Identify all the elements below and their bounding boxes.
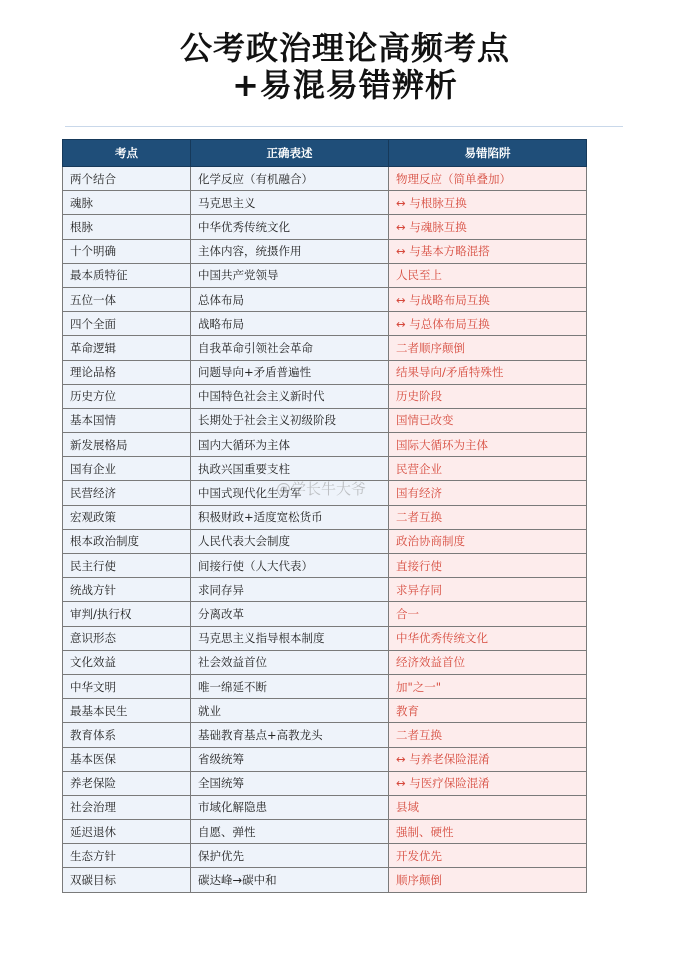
page-title-line2: +易混易错辨析 xyxy=(232,66,458,104)
table-row xyxy=(63,529,587,553)
cell-common-trap: ↔ 与战略布局互换 xyxy=(389,287,587,311)
cell-correct-statement: 就业 xyxy=(191,699,389,723)
cell-exam-point: 延迟退休 xyxy=(63,820,191,844)
cell-correct-statement: 碳达峰→碳中和 xyxy=(191,868,389,892)
table-row xyxy=(63,650,587,674)
cell-exam-point: 理论品格 xyxy=(63,360,191,384)
cell-common-trap: 直接行使 xyxy=(389,554,587,578)
watermark: @学长牛大爷 xyxy=(276,480,367,498)
cell-exam-point: 民营经济 xyxy=(63,481,191,505)
cell-common-trap: 民营企业 xyxy=(389,457,587,481)
cell-common-trap: 经济效益首位 xyxy=(389,650,587,674)
table-row xyxy=(63,505,587,529)
table-row xyxy=(63,554,587,578)
cell-common-trap: 政治协商制度 xyxy=(389,529,587,553)
cell-correct-statement: 全国统筹 xyxy=(191,771,389,795)
cell-correct-statement: 国内大循环为主体 xyxy=(191,433,389,457)
cell-exam-point: 社会治理 xyxy=(63,795,191,819)
cell-correct-statement: 马克思主义 xyxy=(191,191,389,215)
cell-correct-statement: 市域化解隐患 xyxy=(191,795,389,819)
cell-correct-statement: 省级统筹 xyxy=(191,747,389,771)
column-header-trap: 易错陷阱 xyxy=(389,140,587,167)
cell-correct-statement: 自愿、弹性 xyxy=(191,820,389,844)
cell-common-trap: 国情已改变 xyxy=(389,408,587,432)
cell-correct-statement: 中国式现代化生力军 xyxy=(191,481,389,505)
cell-correct-statement: 基础教育基点+高教龙头 xyxy=(191,723,389,747)
cell-exam-point: 文化效益 xyxy=(63,650,191,674)
cell-exam-point: 基本国情 xyxy=(63,408,191,432)
cell-common-trap: ↔ 与养老保险混淆 xyxy=(389,747,587,771)
cell-common-trap: ↔ 与总体布局互换 xyxy=(389,312,587,336)
cell-common-trap: 国际大循环为主体 xyxy=(389,433,587,457)
cell-correct-statement: 自我革命引领社会革命 xyxy=(191,336,389,360)
cell-common-trap: 结果导向/矛盾特殊性 xyxy=(389,360,587,384)
cell-correct-statement: 人民代表大会制度 xyxy=(191,529,389,553)
cell-exam-point: 五位一体 xyxy=(63,287,191,311)
cell-correct-statement: 主体内容，统摄作用 xyxy=(191,239,389,263)
table-row xyxy=(63,312,587,336)
cell-correct-statement: 中国特色社会主义新时代 xyxy=(191,384,389,408)
cell-correct-statement: 社会效益首位 xyxy=(191,650,389,674)
cell-exam-point: 生态方针 xyxy=(63,844,191,868)
cell-common-trap: 顺序颠倒 xyxy=(389,868,587,892)
cell-correct-statement: 执政兴国重要支柱 xyxy=(191,457,389,481)
table-row xyxy=(63,747,587,771)
table-row xyxy=(63,360,587,384)
cell-correct-statement: 积极财政+适度宽松货币 xyxy=(191,505,389,529)
column-header-correct: 正确表述 xyxy=(191,140,389,167)
table-row xyxy=(63,578,587,602)
cell-exam-point: 魂脉 xyxy=(63,191,191,215)
table-row xyxy=(63,481,587,505)
cell-exam-point: 养老保险 xyxy=(63,771,191,795)
cell-common-trap: 加"之一" xyxy=(389,674,587,698)
cell-common-trap: 国有经济 xyxy=(389,481,587,505)
table-row xyxy=(63,215,587,239)
cell-exam-point: 新发展格局 xyxy=(63,433,191,457)
table-row xyxy=(63,287,587,311)
table-row xyxy=(63,723,587,747)
table-row xyxy=(63,457,587,481)
cell-common-trap: 中华优秀传统文化 xyxy=(389,626,587,650)
cell-common-trap: ↔ 与魂脉互换 xyxy=(389,215,587,239)
cell-correct-statement: 战略布局 xyxy=(191,312,389,336)
cell-exam-point: 统战方针 xyxy=(63,578,191,602)
cell-common-trap: ↔ 与医疗保险混淆 xyxy=(389,771,587,795)
cell-exam-point: 教育体系 xyxy=(63,723,191,747)
cell-common-trap: 开发优先 xyxy=(389,844,587,868)
cell-common-trap: 教育 xyxy=(389,699,587,723)
cell-common-trap: 二者互换 xyxy=(389,505,587,529)
cell-common-trap: 求异存同 xyxy=(389,578,587,602)
cell-common-trap: 二者顺序颠倒 xyxy=(389,336,587,360)
cell-correct-statement: 化学反应（有机融合） xyxy=(191,167,389,191)
table-row xyxy=(63,868,587,892)
table-row xyxy=(63,191,587,215)
table-row xyxy=(63,626,587,650)
cell-exam-point: 最本质特征 xyxy=(63,263,191,287)
cell-common-trap: 强制、硬性 xyxy=(389,820,587,844)
cell-correct-statement: 间接行使（人大代表） xyxy=(191,554,389,578)
cell-exam-point: 中华文明 xyxy=(63,674,191,698)
table-header-row xyxy=(63,140,587,167)
cell-common-trap: 人民至上 xyxy=(389,263,587,287)
cell-common-trap: ↔ 与基本方略混搭 xyxy=(389,239,587,263)
cell-correct-statement: 中国共产党领导 xyxy=(191,263,389,287)
table-row xyxy=(63,795,587,819)
cell-common-trap: 县域 xyxy=(389,795,587,819)
cell-exam-point: 国有企业 xyxy=(63,457,191,481)
table-row xyxy=(63,820,587,844)
cell-correct-statement: 长期处于社会主义初级阶段 xyxy=(191,408,389,432)
cell-common-trap: 历史阶段 xyxy=(389,384,587,408)
cell-exam-point: 根脉 xyxy=(63,215,191,239)
cell-exam-point: 根本政治制度 xyxy=(63,529,191,553)
cell-correct-statement: 分离改革 xyxy=(191,602,389,626)
table-row xyxy=(63,384,587,408)
cell-common-trap: ↔ 与根脉互换 xyxy=(389,191,587,215)
table-row xyxy=(63,771,587,795)
page-title-line1: 公考政治理论高频考点 xyxy=(179,29,510,67)
column-header-point: 考点 xyxy=(63,140,191,167)
cell-correct-statement: 问题导向+矛盾普遍性 xyxy=(191,360,389,384)
cell-correct-statement: 保护优先 xyxy=(191,844,389,868)
table-row xyxy=(63,844,587,868)
cell-exam-point: 基本医保 xyxy=(63,747,191,771)
table-row xyxy=(63,433,587,457)
cell-exam-point: 宏观政策 xyxy=(63,505,191,529)
cell-correct-statement: 中华优秀传统文化 xyxy=(191,215,389,239)
table-row xyxy=(63,336,587,360)
cell-correct-statement: 马克思主义指导根本制度 xyxy=(191,626,389,650)
cell-correct-statement: 总体布局 xyxy=(191,287,389,311)
cell-exam-point: 四个全面 xyxy=(63,312,191,336)
cell-exam-point: 十个明确 xyxy=(63,239,191,263)
cell-exam-point: 历史方位 xyxy=(63,384,191,408)
table-row xyxy=(63,674,587,698)
cell-exam-point: 民主行使 xyxy=(63,554,191,578)
cell-common-trap: 物理反应（简单叠加） xyxy=(389,167,587,191)
table-row xyxy=(63,602,587,626)
table-row xyxy=(63,699,587,723)
table-row xyxy=(63,408,587,432)
cell-common-trap: 二者互换 xyxy=(389,723,587,747)
cell-exam-point: 革命逻辑 xyxy=(63,336,191,360)
table-row xyxy=(63,239,587,263)
exam-points-table xyxy=(62,139,587,893)
cell-exam-point: 意识形态 xyxy=(63,626,191,650)
cell-exam-point: 两个结合 xyxy=(63,167,191,191)
table-row xyxy=(63,167,587,191)
cell-exam-point: 双碳目标 xyxy=(63,868,191,892)
title-divider xyxy=(65,126,623,127)
cell-common-trap: 合一 xyxy=(389,602,587,626)
cell-correct-statement: 求同存异 xyxy=(191,578,389,602)
cell-correct-statement: 唯一绵延不断 xyxy=(191,674,389,698)
cell-exam-point: 审判/执行权 xyxy=(63,602,191,626)
cell-exam-point: 最基本民生 xyxy=(63,699,191,723)
table-row xyxy=(63,263,587,287)
table-body xyxy=(63,167,587,893)
